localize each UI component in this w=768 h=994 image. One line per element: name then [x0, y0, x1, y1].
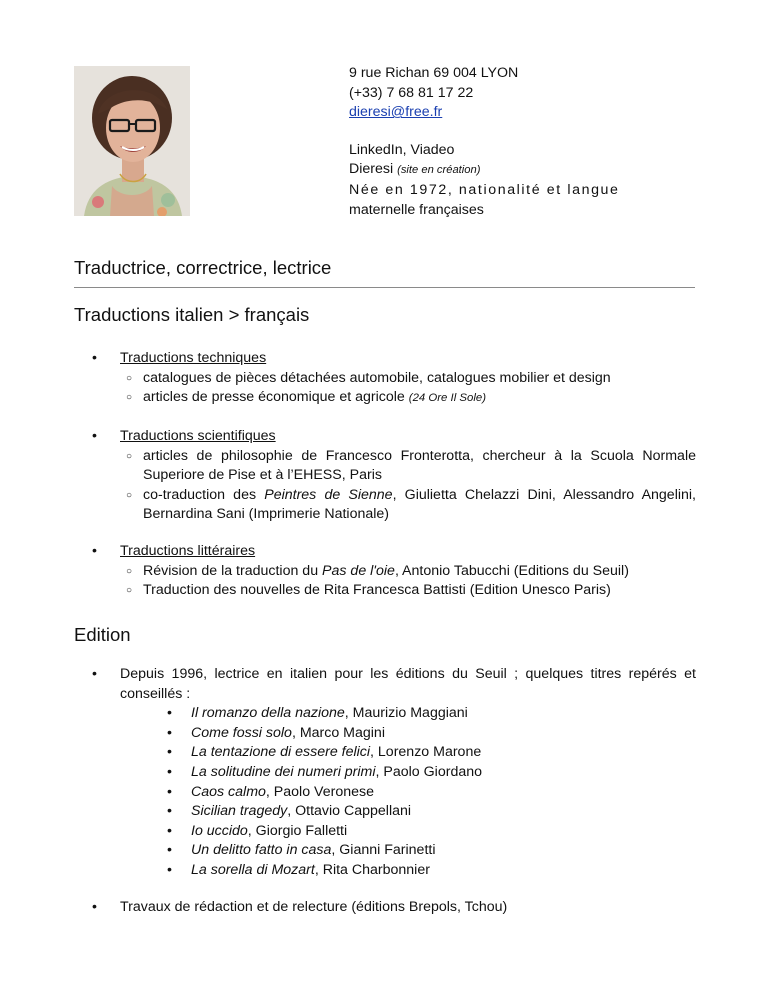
book-list-item	[191, 802, 696, 822]
edition-heading: Edition	[74, 624, 131, 645]
technical-item-2-note: (24 Ore Il Sole)	[408, 392, 487, 405]
scientific-title: Traductions scientifiques	[120, 428, 276, 444]
site-name: Dieresi	[349, 161, 394, 178]
edition-other	[74, 898, 696, 918]
book-title: La sorella di Mozart	[191, 861, 315, 878]
book-list	[74, 704, 696, 880]
book-title: Il romanzo della nazione	[191, 705, 345, 722]
social-networks: LinkedIn, Viadeo	[349, 141, 455, 158]
book-title: Io uccido	[191, 822, 248, 839]
website-line	[349, 160, 649, 181]
email-link[interactable]: dieresi@free.fr	[349, 104, 443, 121]
book-list-item	[191, 743, 696, 763]
book-author: , Maurizio Maggiani	[344, 705, 468, 722]
book-list-item	[191, 704, 696, 724]
main-heading: Traductrice, correctrice, lectrice	[74, 257, 332, 278]
literary-item-1: ○ Révision de la traduction du Pas de l'oie, Antonio Tabucchi (Editions du Seuil)	[74, 562, 696, 582]
site-note: (site en création)	[397, 164, 481, 177]
literary-translations	[74, 542, 696, 601]
scientific-item-2: ○ co-traduction des Peintres de Sienne, Giulietta Chelazzi Dini, Alessandro Angelini, Bernardina Sani (Imprimerie Nationale)	[74, 486, 696, 525]
book-title: La solitudine dei numeri primi	[191, 763, 376, 780]
book-list-item	[191, 763, 696, 783]
book-title: Come fossi solo	[191, 724, 292, 741]
book-author: , Giorgio Falletti	[247, 822, 348, 839]
scientific-translations	[74, 427, 696, 525]
address: 9 rue Richan 69 004 LYON	[349, 65, 519, 81]
edition-intro: • Depuis 1996, lectrice en italien pour les éditions du Seuil ; quelques titres repérés et conseillés :	[74, 665, 696, 704]
translations-heading: Traductions italien > français	[74, 304, 310, 325]
profile-photo	[74, 66, 190, 216]
book-author: , Marco Magini	[291, 724, 385, 741]
book-title: La tentazione di essere felici	[191, 744, 371, 761]
book-title: Peintres de Sienne	[264, 486, 393, 503]
book-list-item	[191, 822, 696, 842]
book-author: , Paolo Veronese	[265, 783, 374, 800]
book-author: , Lorenzo Marone	[370, 744, 482, 761]
technical-title: Traductions techniques	[120, 350, 267, 366]
book-author: , Ottavio Cappellani	[287, 803, 412, 820]
book-author: , Rita Charbonnier	[314, 861, 430, 878]
phone: (+33) 7 68 81 17 22	[349, 84, 474, 101]
literary-item-2: ○ Traduction des nouvelles de Rita Francesca Battisti (Edition Unesco Paris)	[74, 581, 696, 601]
literary-title: Traductions littéraires	[120, 543, 256, 559]
book-list-item	[191, 724, 696, 744]
heading-divider	[74, 287, 695, 288]
book-list-item	[191, 841, 696, 861]
book-author: , Gianni Farinetti	[331, 842, 436, 859]
book-list-item	[191, 783, 696, 803]
edition-reading	[74, 665, 696, 881]
scientific-item-1: ○ articles de philosophie de Francesco Fronterotta, chercheur à la Scuola Normale Superiore de Pise et à l’EHESS, Paris	[74, 447, 696, 486]
technical-translations	[74, 349, 696, 409]
birth-line-2: maternelle françaises	[349, 201, 484, 218]
book-title: Un delitto fatto in casa	[191, 842, 332, 859]
book-author: , Paolo Giordano	[375, 763, 483, 780]
technical-item-2: ○ articles de presse économique et agricole (24 Ore Il Sole)	[74, 388, 696, 409]
contact-block	[349, 64, 649, 220]
edition-other-text: • Travaux de rédaction et de relecture (éditions Brepols, Tchou)	[74, 898, 696, 918]
portrait-image	[74, 66, 190, 216]
technical-item-1: ○ catalogues de pièces détachées automobile, catalogues mobilier et design	[74, 369, 696, 389]
birth-line-1: Née en 1972, nationalité et langue	[349, 181, 620, 198]
book-title: Sicilian tragedy	[191, 803, 288, 820]
book-title: Caos calmo	[191, 783, 266, 800]
book-title: Pas de l'oie	[322, 562, 395, 579]
book-list-item	[191, 861, 696, 881]
